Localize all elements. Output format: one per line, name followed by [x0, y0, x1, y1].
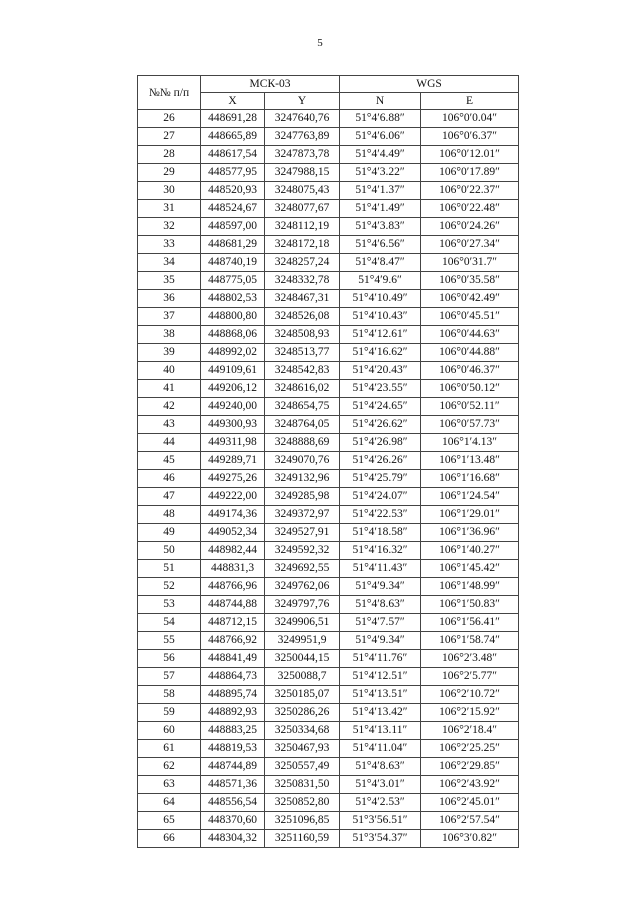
cell-e: 106°0′22.48″	[421, 200, 519, 218]
cell-e: 106°0′6.37″	[421, 128, 519, 146]
cell-point-number: 54	[138, 614, 201, 632]
table-row	[138, 308, 519, 326]
cell-y: 3247873,78	[265, 146, 340, 164]
cell-x: 449289,71	[201, 452, 265, 470]
cell-n: 51°4′26.98″	[340, 434, 421, 452]
cell-point-number: 45	[138, 452, 201, 470]
cell-point-number: 66	[138, 830, 201, 848]
cell-y: 3249906,51	[265, 614, 340, 632]
table-row	[138, 470, 519, 488]
cell-y: 3251096,85	[265, 812, 340, 830]
cell-point-number: 31	[138, 200, 201, 218]
cell-n: 51°4′26.62″	[340, 416, 421, 434]
cell-n: 51°4′6.06″	[340, 128, 421, 146]
cell-x: 448370,60	[201, 812, 265, 830]
cell-point-number: 42	[138, 398, 201, 416]
table-row	[138, 686, 519, 704]
cell-point-number: 49	[138, 524, 201, 542]
cell-n: 51°4′8.63″	[340, 596, 421, 614]
cell-n: 51°4′23.55″	[340, 380, 421, 398]
cell-y: 3249692,55	[265, 560, 340, 578]
cell-n: 51°4′8.63″	[340, 758, 421, 776]
table-row	[138, 488, 519, 506]
cell-y: 3248257,24	[265, 254, 340, 272]
cell-x: 448766,92	[201, 632, 265, 650]
table-row	[138, 812, 519, 830]
coordinates-table	[137, 75, 519, 848]
cell-x: 449222,00	[201, 488, 265, 506]
cell-point-number: 39	[138, 344, 201, 362]
table-row	[138, 128, 519, 146]
cell-x: 448597,00	[201, 218, 265, 236]
table-row	[138, 506, 519, 524]
cell-y: 3250852,80	[265, 794, 340, 812]
cell-point-number: 40	[138, 362, 201, 380]
cell-y: 3248332,78	[265, 272, 340, 290]
table-row	[138, 452, 519, 470]
cell-point-number: 29	[138, 164, 201, 182]
cell-n: 51°4′1.49″	[340, 200, 421, 218]
cell-point-number: 36	[138, 290, 201, 308]
cell-e: 106°1′4.13″	[421, 434, 519, 452]
table-row	[138, 668, 519, 686]
cell-x: 448691,28	[201, 110, 265, 128]
cell-e: 106°2′43.92″	[421, 776, 519, 794]
cell-y: 3250334,68	[265, 722, 340, 740]
cell-point-number: 59	[138, 704, 201, 722]
table-row	[138, 362, 519, 380]
cell-x: 449311,98	[201, 434, 265, 452]
cell-x: 449206,12	[201, 380, 265, 398]
cell-point-number: 30	[138, 182, 201, 200]
table-row	[138, 344, 519, 362]
table-row	[138, 218, 519, 236]
cell-x: 448775,05	[201, 272, 265, 290]
cell-x: 449174,36	[201, 506, 265, 524]
cell-y: 3250557,49	[265, 758, 340, 776]
cell-y: 3250286,26	[265, 704, 340, 722]
cell-x: 448744,88	[201, 596, 265, 614]
cell-n: 51°4′12.61″	[340, 326, 421, 344]
cell-n: 51°4′3.01″	[340, 776, 421, 794]
cell-point-number: 35	[138, 272, 201, 290]
cell-y: 3250088,7	[265, 668, 340, 686]
cell-e: 106°2′5.77″	[421, 668, 519, 686]
cell-point-number: 61	[138, 740, 201, 758]
cell-y: 3248513,77	[265, 344, 340, 362]
cell-x: 448864,73	[201, 668, 265, 686]
cell-point-number: 52	[138, 578, 201, 596]
table-row	[138, 830, 519, 848]
cell-e: 106°0′44.63″	[421, 326, 519, 344]
cell-e: 106°3′0.82″	[421, 830, 519, 848]
cell-e: 106°2′25.25″	[421, 740, 519, 758]
cell-point-number: 43	[138, 416, 201, 434]
cell-n: 51°4′11.76″	[340, 650, 421, 668]
cell-e: 106°1′56.41″	[421, 614, 519, 632]
header-group-msk: МСК-03	[201, 76, 340, 93]
cell-point-number: 46	[138, 470, 201, 488]
cell-y: 3248542,83	[265, 362, 340, 380]
table-row	[138, 200, 519, 218]
cell-x: 448571,36	[201, 776, 265, 794]
cell-point-number: 28	[138, 146, 201, 164]
header-n: N	[340, 93, 421, 110]
cell-e: 106°2′45.01″	[421, 794, 519, 812]
table-row	[138, 146, 519, 164]
cell-x: 449240,00	[201, 398, 265, 416]
cell-e: 106°0′44.88″	[421, 344, 519, 362]
cell-e: 106°1′16.68″	[421, 470, 519, 488]
cell-x: 448524,67	[201, 200, 265, 218]
cell-n: 51°4′24.65″	[340, 398, 421, 416]
table-row	[138, 776, 519, 794]
cell-x: 448992,02	[201, 344, 265, 362]
table-row	[138, 272, 519, 290]
table-row	[138, 650, 519, 668]
cell-x: 448556,54	[201, 794, 265, 812]
cell-e: 106°0′35.58″	[421, 272, 519, 290]
cell-e: 106°0′27.34″	[421, 236, 519, 254]
cell-n: 51°4′10.49″	[340, 290, 421, 308]
cell-n: 51°4′2.53″	[340, 794, 421, 812]
cell-y: 3248075,43	[265, 182, 340, 200]
table-row	[138, 722, 519, 740]
cell-n: 51°4′9.6″	[340, 272, 421, 290]
cell-n: 51°4′22.53″	[340, 506, 421, 524]
header-group-wgs: WGS	[340, 76, 519, 93]
cell-point-number: 60	[138, 722, 201, 740]
cell-point-number: 34	[138, 254, 201, 272]
cell-e: 106°0′57.73″	[421, 416, 519, 434]
cell-y: 3250467,93	[265, 740, 340, 758]
cell-x: 448665,89	[201, 128, 265, 146]
cell-point-number: 33	[138, 236, 201, 254]
cell-x: 448520,93	[201, 182, 265, 200]
cell-e: 106°2′57.54″	[421, 812, 519, 830]
cell-e: 106°1′24.54″	[421, 488, 519, 506]
cell-y: 3248508,93	[265, 326, 340, 344]
cell-n: 51°4′8.47″	[340, 254, 421, 272]
cell-y: 3247988,15	[265, 164, 340, 182]
cell-point-number: 47	[138, 488, 201, 506]
cell-x: 448766,96	[201, 578, 265, 596]
cell-e: 106°0′46.37″	[421, 362, 519, 380]
cell-e: 106°1′40.27″	[421, 542, 519, 560]
table-row	[138, 542, 519, 560]
cell-e: 106°2′18.4″	[421, 722, 519, 740]
cell-y: 3249762,06	[265, 578, 340, 596]
header-point-number: №№ п/п	[138, 76, 201, 110]
table-header	[138, 76, 519, 110]
cell-point-number: 53	[138, 596, 201, 614]
cell-x: 449109,61	[201, 362, 265, 380]
cell-n: 51°4′26.26″	[340, 452, 421, 470]
cell-e: 106°1′29.01″	[421, 506, 519, 524]
table-row	[138, 164, 519, 182]
cell-n: 51°4′24.07″	[340, 488, 421, 506]
cell-n: 51°4′4.49″	[340, 146, 421, 164]
cell-e: 106°1′48.99″	[421, 578, 519, 596]
cell-y: 3248467,31	[265, 290, 340, 308]
cell-e: 106°2′15.92″	[421, 704, 519, 722]
table-row	[138, 524, 519, 542]
table-row	[138, 578, 519, 596]
cell-point-number: 41	[138, 380, 201, 398]
table-row	[138, 560, 519, 578]
cell-point-number: 56	[138, 650, 201, 668]
cell-y: 3249527,91	[265, 524, 340, 542]
header-x: X	[201, 93, 265, 110]
cell-n: 51°4′16.62″	[340, 344, 421, 362]
table-row	[138, 632, 519, 650]
cell-e: 106°0′42.49″	[421, 290, 519, 308]
table-row	[138, 326, 519, 344]
cell-y: 3247763,89	[265, 128, 340, 146]
cell-e: 106°1′36.96″	[421, 524, 519, 542]
table-row	[138, 110, 519, 128]
cell-point-number: 64	[138, 794, 201, 812]
cell-e: 106°0′50.12″	[421, 380, 519, 398]
cell-point-number: 58	[138, 686, 201, 704]
cell-point-number: 48	[138, 506, 201, 524]
table-row	[138, 704, 519, 722]
cell-point-number: 65	[138, 812, 201, 830]
cell-x: 449275,26	[201, 470, 265, 488]
table-row	[138, 182, 519, 200]
cell-e: 106°1′58.74″	[421, 632, 519, 650]
cell-point-number: 37	[138, 308, 201, 326]
cell-e: 106°0′22.37″	[421, 182, 519, 200]
cell-y: 3247640,76	[265, 110, 340, 128]
cell-e: 106°2′3.48″	[421, 650, 519, 668]
table-row	[138, 740, 519, 758]
cell-y: 3248888,69	[265, 434, 340, 452]
cell-y: 3248764,05	[265, 416, 340, 434]
cell-point-number: 55	[138, 632, 201, 650]
table-row	[138, 380, 519, 398]
cell-n: 51°3′56.51″	[340, 812, 421, 830]
cell-x: 448617,54	[201, 146, 265, 164]
cell-n: 51°4′11.04″	[340, 740, 421, 758]
cell-n: 51°4′12.51″	[340, 668, 421, 686]
cell-point-number: 63	[138, 776, 201, 794]
cell-y: 3250044,15	[265, 650, 340, 668]
cell-n: 51°4′3.22″	[340, 164, 421, 182]
cell-n: 51°4′10.43″	[340, 308, 421, 326]
table-row	[138, 434, 519, 452]
table-row	[138, 596, 519, 614]
table-row	[138, 758, 519, 776]
cell-x: 448800,80	[201, 308, 265, 326]
cell-y: 3248526,08	[265, 308, 340, 326]
cell-x: 448895,74	[201, 686, 265, 704]
table-row	[138, 290, 519, 308]
cell-e: 106°1′13.48″	[421, 452, 519, 470]
cell-n: 51°4′11.43″	[340, 560, 421, 578]
cell-x: 448740,19	[201, 254, 265, 272]
table-row	[138, 236, 519, 254]
cell-e: 106°0′24.26″	[421, 218, 519, 236]
cell-point-number: 50	[138, 542, 201, 560]
cell-y: 3251160,59	[265, 830, 340, 848]
cell-y: 3248077,67	[265, 200, 340, 218]
cell-e: 106°1′45.42″	[421, 560, 519, 578]
cell-n: 51°4′16.32″	[340, 542, 421, 560]
table-body	[138, 110, 519, 848]
cell-e: 106°2′29.85″	[421, 758, 519, 776]
cell-e: 106°1′50.83″	[421, 596, 519, 614]
cell-x: 448681,29	[201, 236, 265, 254]
cell-x: 448577,95	[201, 164, 265, 182]
cell-x: 448892,93	[201, 704, 265, 722]
cell-point-number: 26	[138, 110, 201, 128]
cell-point-number: 32	[138, 218, 201, 236]
cell-y: 3249372,97	[265, 506, 340, 524]
cell-y: 3249070,76	[265, 452, 340, 470]
cell-n: 51°4′9.34″	[340, 632, 421, 650]
cell-n: 51°4′25.79″	[340, 470, 421, 488]
cell-e: 106°0′12.01″	[421, 146, 519, 164]
cell-n: 51°4′18.58″	[340, 524, 421, 542]
cell-y: 3248172,18	[265, 236, 340, 254]
cell-n: 51°4′1.37″	[340, 182, 421, 200]
cell-x: 448802,53	[201, 290, 265, 308]
cell-point-number: 57	[138, 668, 201, 686]
table-row	[138, 794, 519, 812]
cell-y: 3249592,32	[265, 542, 340, 560]
cell-e: 106°0′17.89″	[421, 164, 519, 182]
cell-n: 51°4′13.11″	[340, 722, 421, 740]
cell-point-number: 51	[138, 560, 201, 578]
cell-n: 51°4′6.56″	[340, 236, 421, 254]
cell-x: 448883,25	[201, 722, 265, 740]
cell-x: 448304,32	[201, 830, 265, 848]
cell-y: 3248654,75	[265, 398, 340, 416]
cell-y: 3249132,96	[265, 470, 340, 488]
cell-y: 3249951,9	[265, 632, 340, 650]
cell-x: 448868,06	[201, 326, 265, 344]
cell-n: 51°4′7.57″	[340, 614, 421, 632]
cell-e: 106°2′10.72″	[421, 686, 519, 704]
page-number: 5	[317, 37, 323, 49]
cell-n: 51°4′13.42″	[340, 704, 421, 722]
cell-x: 449052,34	[201, 524, 265, 542]
cell-point-number: 27	[138, 128, 201, 146]
table-row	[138, 416, 519, 434]
cell-e: 106°0′52.11″	[421, 398, 519, 416]
cell-x: 448712,15	[201, 614, 265, 632]
cell-point-number: 62	[138, 758, 201, 776]
cell-n: 51°3′54.37″	[340, 830, 421, 848]
cell-e: 106°0′0.04″	[421, 110, 519, 128]
cell-y: 3248616,02	[265, 380, 340, 398]
cell-n: 51°4′9.34″	[340, 578, 421, 596]
cell-n: 51°4′3.83″	[340, 218, 421, 236]
cell-y: 3249797,76	[265, 596, 340, 614]
table-row	[138, 614, 519, 632]
cell-n: 51°4′13.51″	[340, 686, 421, 704]
cell-point-number: 44	[138, 434, 201, 452]
cell-x: 448819,53	[201, 740, 265, 758]
cell-y: 3250831,50	[265, 776, 340, 794]
header-row-groups	[138, 76, 519, 93]
cell-x: 448841,49	[201, 650, 265, 668]
cell-y: 3248112,19	[265, 218, 340, 236]
cell-x: 449300,93	[201, 416, 265, 434]
header-y: Y	[265, 93, 340, 110]
cell-n: 51°4′20.43″	[340, 362, 421, 380]
cell-x: 448744,89	[201, 758, 265, 776]
cell-y: 3249285,98	[265, 488, 340, 506]
header-e: E	[421, 93, 519, 110]
cell-y: 3250185,07	[265, 686, 340, 704]
cell-e: 106°0′45.51″	[421, 308, 519, 326]
cell-x: 448831,3	[201, 560, 265, 578]
cell-n: 51°4′6.88″	[340, 110, 421, 128]
table-row	[138, 398, 519, 416]
table-row	[138, 254, 519, 272]
cell-x: 448982,44	[201, 542, 265, 560]
cell-e: 106°0′31.7″	[421, 254, 519, 272]
cell-point-number: 38	[138, 326, 201, 344]
